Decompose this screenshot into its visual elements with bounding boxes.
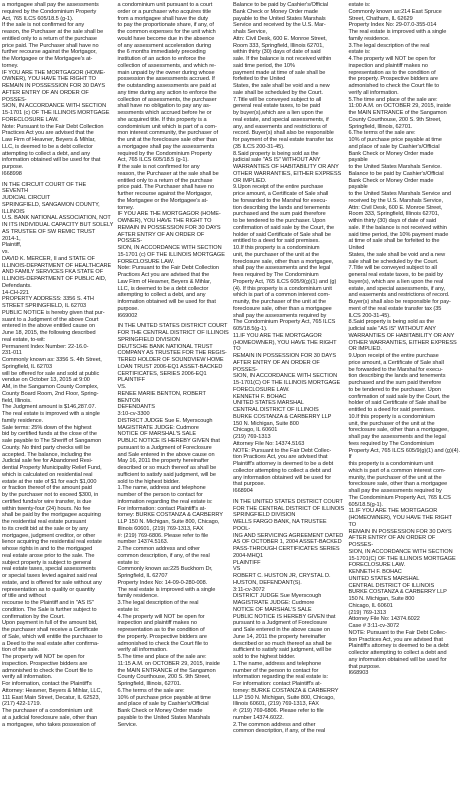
column-2 [118,2,230,798]
notice-text-block: IN THE UNITED STATES DISTRICT COURT FOR THE CENTRAL DISTRICT OF ILLINOIS SPRINGFIELD DIVISION DEUTSCHE BANK NATIONAL TRUST COMPANY AS TRUSTEE FOR THE REGIS- TERED HOLDER OF SOUNDVIEW HOME LOAN TRUST 2006-EQ1 ASSET-BACKED CERTIFICATES, SERIES 2006-EQ1 PLAINTIFF VS. RENEE MARIE BENTON, ROBERT BENTON DEFENDANTS 3:10-cv-3300 DISTRICT JUDGE Sue E. Myerscough MAGISTRATE JUDGE: Cudmore NOTICE OF MARSHAL'S SALE PUBLIC NOTICE IS HEREBY GIVEN that pursuant to a Judgment of Foreclosure and Sale entered in the above cause on May 16, 2011 the property hereinafter described or so much thereof as shall be sufficient to satisfy said judgment, will be sold to the highest bidder. 1.The name, address and telephone number of the person to contact for information regarding the real estate is: For information: contact Plaintiff's at- torney: BURKE COSTANZA & CARBERRY LLP 150 N. Michigan, Suite 800, Chicago, Illinois 60601, (219) 769-1313, FAX #: (219) 769-6806. Please refer to file number 14374.5163. 2.The common address and other common description, if any, of the real estate is: Commonly known as:225 Buckhorn Dr, Springfield, IL 62707 Property Index No: 14-09-0-280-008. The real estate is improved with a single family residence. 3.The legal description of the real estate is: 4.The property will NOT be open for inspection and plaintiff makes no representation as to the condition of the property. Prospective bidders are admonished to check the Court file to verify all information. 5.The time and place of the sale are: 11:15 A.M. on OCTOBER 29, 2015, inside the MAIN ENTRANCE of the Sangamon County Courthouse, 200 S. 9th Street, Springfield, Illinois, 62701. 6.The terms of the sale are: 10% of purchase price payable at time and place of sale by Cashier's/Official Bank Check or Money Order made payable to the United States Marshals Service. [117,323,229,728]
notice-text-block: Balance to be paid by Cashier's/Official Bank Check or Money Order made payable to the United States Marshals Service and received by the U.S. Mar- shals Service, Attn: Civil Desk, 600 E. Monroe Street, Room 333, Springfield, Illinois 62701, within thirty (30) days of date of said sale. If the balance is not received within said time period, the 10% payment made at time of sale shall be forfeited to the United States, the sale shall be void and a new sale shall be scheduled by the Court. 7.Title will be conveyed subject to all general real estate taxes, to be paid by buyer(s),which are a lien upon the real estate, and special assessments, if any, and easements and restrictions of record. Buyer(s) shall also be responsible for payment of the real estate transfer tax (35 ILCS 200-31-45). 8.Said property is being sold as the judicial sale "AS IS" WITHOUT ANY WARRANTIES OF HABITABILITY OR ANY OTHER WARRANTIES, EITHER EXPRESS OR IMPLIED. 9.Upon receipt of the entire purchase price amount, a Certificate of Sale shall be forwarded to the Marshal for execu- tion describing the lands and tenements purchased and the sum paid therefore to be tendered to the purchaser. Upon confirmation of said sale by the Court, the holder of said Certificate of Sale shall be entitled to a deed for said premises. 10.If this property is a condominium unit, the purchaser of the unit at the foreclosure sale, other than a mortgagee, shall pay the assessments and the legal fees required by The Condominium Property Act, 765 ILCS 605/9(g)(1) and (g) (4). If this property is a condominium unit which is part of a common interest com- munity, the purchaser of the unit at the foreclosure sale, other than a mortgagee shall pay the assessments required by The Condominium Property Act, 765 ILCS 605/18.5(g-1). 11.IF YOU ARE THE MORTGAGOR (HOMEOWNER), YOU HAVE THE RIGHT TO REMAIN IN POSSESSION FOR 30 DAYS AFTER ENTRY OF AN ORDER OF POSSES- SION, IN ACCORDANCE WITH SECTION 15-1701(C) OF THE ILLINOIS MORTGAGE FORECLOSURE LAW. KENNETH F. BOHAC UNITED STATES MARSHAL CENTRAL DISTRICT OF ILLINOIS BURKE COSTANZA & CARBERRY LLP 150 N. Michigan, Suite 800 Chicago, IL 60601 (219) 769-1313 Attorney File No: 14374.5163 NOTE: Pursuant to the Fair Debt Collec- tion Practices Act, you are advised that Plaintiff's attorney is deemed to be a debt collector attempting to collect a debt and any information obtained will be used for that purpose. I668904 [233,2,342,494]
column-1 [2,2,114,798]
notice-text-block: estate is: Commonly known as:214 East Spruce Street, Chatham, IL 62629 Property Index No: 29-07.0-355-014 The real estate is improved with a single family residence. 3.The legal description of the real estate is: 4.The property will NOT be open for inspection and plaintiff makes no representation as to the condition of the property. Prospective bidders are admonished to check the Court file to verify all information. 5.The time and place of the sale are: 11:00 A.M. on OCTOBER 29, 2015, inside the MAIN ENTRANCE of the Sangamon County Courthouse, 200 S. 9th Street, Springfield, Illinois, 62701. 6.The terms of the sale are: 10% of purchase price payable at time and place of sale by Cashier's/Official Bank Check or Money Order made payable to the United States Marshals Service. Balance to be paid by Cashier's/Official Bank Check or Money Order made payable to the United States Marshals Service and received by the U.S. Marshals Service, Attn: Civil Desk, 600 E. Monroe Street, Room 333, Springfield, Illinois 62701, within thirty (30) days of date of said sale. If the balance is not received within said time period, the 10% payment made at time of sale shall be forfeited to the United States, the sale shall be void and a new sale shall be scheduled by the Court. 7.Title will be conveyed subject to all general real estate taxes, to be paid by buyer(s), which are a lien upon the real estate, and special assessments, if any, and easements and restrictions of record. Buyer(s) shall also be responsible for pay- ment of the real estate transfer tax (35 ILCS 200-31-45). 8.Said property is being sold as the judicial sale "AS IS" WITHOUT ANY WARRANTIES OF HABITABILITY OR ANY OTHER WARRANTIES, EITHER EXPRESS OR IMPLIED. 9.Upon receipt of the entire purchase price amount, a Certificate of Sale shall be forwarded to the Marshal for execu- tion describing the lands and tenements purchased and the sum paid therefore to be tendered to the purchaser. Upon confirmation of said sale by the Court, the holder of said Certificate of Sale shall be entitled to a deed for said premises. 10.If this property is a condominium unit, the purchaser of the unit at the foreclosure sale, other than a mortgagee, shall pay the assessments and the legal fees required by The Condominium Property Act, 765 ILCS 605/9(g)(1) and (g)(4). If this property is a condominium unit which is part of a common interest com- munity, the purchaser of the unit at the foreclosure sale, other than a mortgagee shall pay the assessments required by The Condominium Property Act, 765 ILCS 605/18.5(g-1). 11.IF YOU ARE THE MORTGAGOR (HOMEOWNER), YOU HAVE THE RIGHT TO REMAIN IN POSSESSION FOR 30 DAYS AFTER ENTRY OF AN ORDER OF POSSES- SION, IN ACCORDANCE WITH SECTION 15-1701(C) OF THE ILLINOIS MORTGAGE FORECLOSURE LAW. KENNETH F. BOHAC UNITED STATES MARSHAL CENTRAL DISTRICT OF ILLINOIS BURKE COSTANZA & CARBERRY LLP 150 N. Michigan, Suite 800 Chicago, IL 60601 (219) 769-1313 Attorney File No: 14374.6022 Case # 3:11-cv-3072 NOTE: Pursuant to the Fair Debt Collec- tion Practices Act, you are advised that Plaintiff's attorney is deemed to be a debt collector attempting to collect a debt and any information obtained will be used for that purpose. I668903 [348,2,460,677]
column-4 [349,2,461,798]
legal-notices-page [2,2,460,798]
column-3 [233,2,345,798]
notice-text-block: IN THE UNITED STATES DISTRICT COURT FOR THE CENTRAL DISTRICT OF ILLINOIS SPRINGFIELD DIVISION WELLS FARGO BANK, NA TRUSTEE POOL- ING AND SERVICING AGREEMENT DATED AS OF OCTOBER 1, 2004 ASSET-BACKED PASS-THROUGH CERTIFICATES SERIES 2004-MHQ1 PLAINTIFF VS ROBERT C. HUSTON JR, CRYSTAL D. HUSTON, DEFENDANT(S). 3:11-cv-3072 DISTRICT JUDGE Sue Myerscough MAGISTRATE JUDGE: Cudmore NOTICE OF MARSHAL'S SALE PUBLIC NOTICE IS HEREBY GIVEN that pursuant to a Judgment of Foreclosure and Sale entered in the above cause on June 14, 2011 the property hereinafter described or so much thereof as shall be sufficient to satisfy said judgment, will be sold to the highest bidder. 1.The name, address and telephone number of the person to contact for information regarding the real estate is: For information: contact Plaintiff's at- torney: BURKE COSTANZA & CARBERRY LLP 150 N. Michigan, Suite 800, Chicago, Illinois 60601, (219) 769-1313, FAX #: (219) 769-6806. Please refer to file number 14374.6022. 2.The common address and other common description, if any, of the real [233,498,345,735]
notice-text-block: IN THE CIRCUIT COURT OF THE SEVENTH JUDICIAL CIRCUIT SPRINGFIELD, SANGAMON COUNTY, ILLINOIS U.S. BANK NATIONAL ASSOCIATION, NOT IN ITS INDIVIDUAL CAPACITY BUT SOLELY AS TRUSTEE OF SW REMIC TRUST 2014-1, Plaintiff, vs. DAVID K. MERCER, II and STATE OF ILLINOIS-DEPARTMENT OF HEALTHCARE AND FAMILY SERVICES FKA STATE OF ILLINOIS-DEPARTMENT OF PUBLIC AID, Defendants. 14-CH-221 PROPERTY ADDRESS: 3356 S. 4TH STREET SPRINGFIELD, IL 62703 PUBLIC NOTICE is hereby given that pur- suant to a Judgment of the above Court entered in the above entitled cause on June 18, 2015, the following described real estate, to-wit: Permanent Index Number: 22-16.0- 231-011 Commonly known as: 3356 S. 4th Street, Springfield, IL 62703 will be offered for sale and sold at public vendue on October 13, 2015 at 9:00 AM, in the Sangamon County Complex, County Board Room, 2nd Floor, Spring- field, Illinois. The Judgment amount is $146,287.07. The real estate is improved with a single family residence. Sale terms: 25% down of the highest bid by certified funds at the close of the sale payable to The Sheriff of Sangamon County. No third party checks will be accepted. The balance, including the Judicial sale fee for Abandoned Resi- dential Property Municipality Relief Fund, which is calculated on residential real estate at the rate of $1 for each $1,000 or fraction thereof of the amount paid by the purchaser not to exceed $300, in certified funds/or wire transfer, is due within twenty-four (24) hours. No fee shall be paid by the mortgagee acquiring the residential real estate pursuant to its credit bid at the sale or by any mortgagee, judgment creditor, or other lienor acquiring the residential real estate whose rights in and to the mortgaged real estate arose prior to the sale. The subject property is subject to general real estate taxes, special assessments or special taxes levied against said real estate, and is offered for sale without any representation as to quality or quantity of title and without recourse to the Plaintiff and in "AS IS" condition. The Sale is further subject to confirmation by the Court. Upon payment in full of the amount bid, the purchaser shall receive a Certificate of Sale, which will entitle the purchaser to a Deed to the real estate after confirma- tion of the sale. The property will NOT be open for inspection. Prospective bidders are admonished to check the Court file to verify all information. For information, contact the Plaintiff's Attorney: Heavner, Beyers & Mihlar, LLC, 111 East Main Street, Decatur, IL 62523, (217) 422-1719. The purchaser of a condominium unit at a judicial foreclosure sale, other than a mortgagee, who takes possession of [2,181,114,728]
notice-text-block: a condominium unit pursuant to a court order or a purchaser who acquires title from a mortgagee shall have the duty to pay the proportionate share, if any, of the common expenses for the unit which would have become due in the absence of any assessment acceleration during the 6 months immediately preceding institution of an action to enforce the collection of assessments, and which re- main unpaid by the owner during whose possession the assessments accrued. If the outstanding assessments are paid at any time during any action to enforce the collection of assessments, the purchaser shall have no obligation to pay any as- sessments which accrued before he or she acquired title. If this property is a condominium unit which is part of a com- mon interest community, the purchaser of the unit at the foreclosure sale other than a mortgagee shall pay the assessments required by the Condominium Property Act, 765 ILCS 605/18.5 (g-1). If the sale is not confirmed for any reason, the Purchaser at the sale shall be entitled only to a return of the purchase price paid. The Purchaser shall have no further recourse against the Mortgagor, the Mortgagee or the Mortgagee's at- torney. IF YOU ARE THE MORTGAGOR (HOME- OWNER), YOU HAVE THE RIGHT TO REMAIN IN POSSESSION FOR 30 DAYS AFTER ENTRY OF AN ORDER OF POSSES- SION, IN ACCORDANCE WITH SECTION 15-1701 (c) OF THE ILLINOIS MORTGAGE FORECLOSURE LAW. Note: Pursuant to the Fair Debt Collection Practices Act you are advised that the Law Firm of Heavner, Beyers & Mihlar, LLC, is deemed to be a debt collector attempting to collect a debt, and any information obtained will be used for that purpose. I669002 [117,2,225,319]
notice-text-block: a mortgagee shall pay the assessments required by the Condominium Property Act, 765 ILCS 605/18.5 (g-1). If the sale is not confirmed for any reason, the Purchaser at the sale shall be entitled only to a return of the purchase price paid. The Purchaser shall have no further recourse against the Mortgagor, the Mortgagee or the Mortgagee's at- torney. IF YOU ARE THE MORTGAGOR (HOME- OWNER), YOU HAVE THE RIGHT TO REMAIN IN POSSESSION FOR 30 DAYS AFTER ENTRY OF AN ORDER OF POSSES- SION, IN ACCORDANCE WITH SECTION 15-1701 (c) OF THE ILLINOIS MORTGAGE FORECLOSURE LAW. Note: Pursuant to the Fair Debt Collection Practices Act you are advised that the Law Firm of Heavner, Beyers & Mihlar, LLC, is deemed to be a debt collector attempting to collect a debt, and any information obtained will be used for that purpose. I668998 [2,2,110,177]
